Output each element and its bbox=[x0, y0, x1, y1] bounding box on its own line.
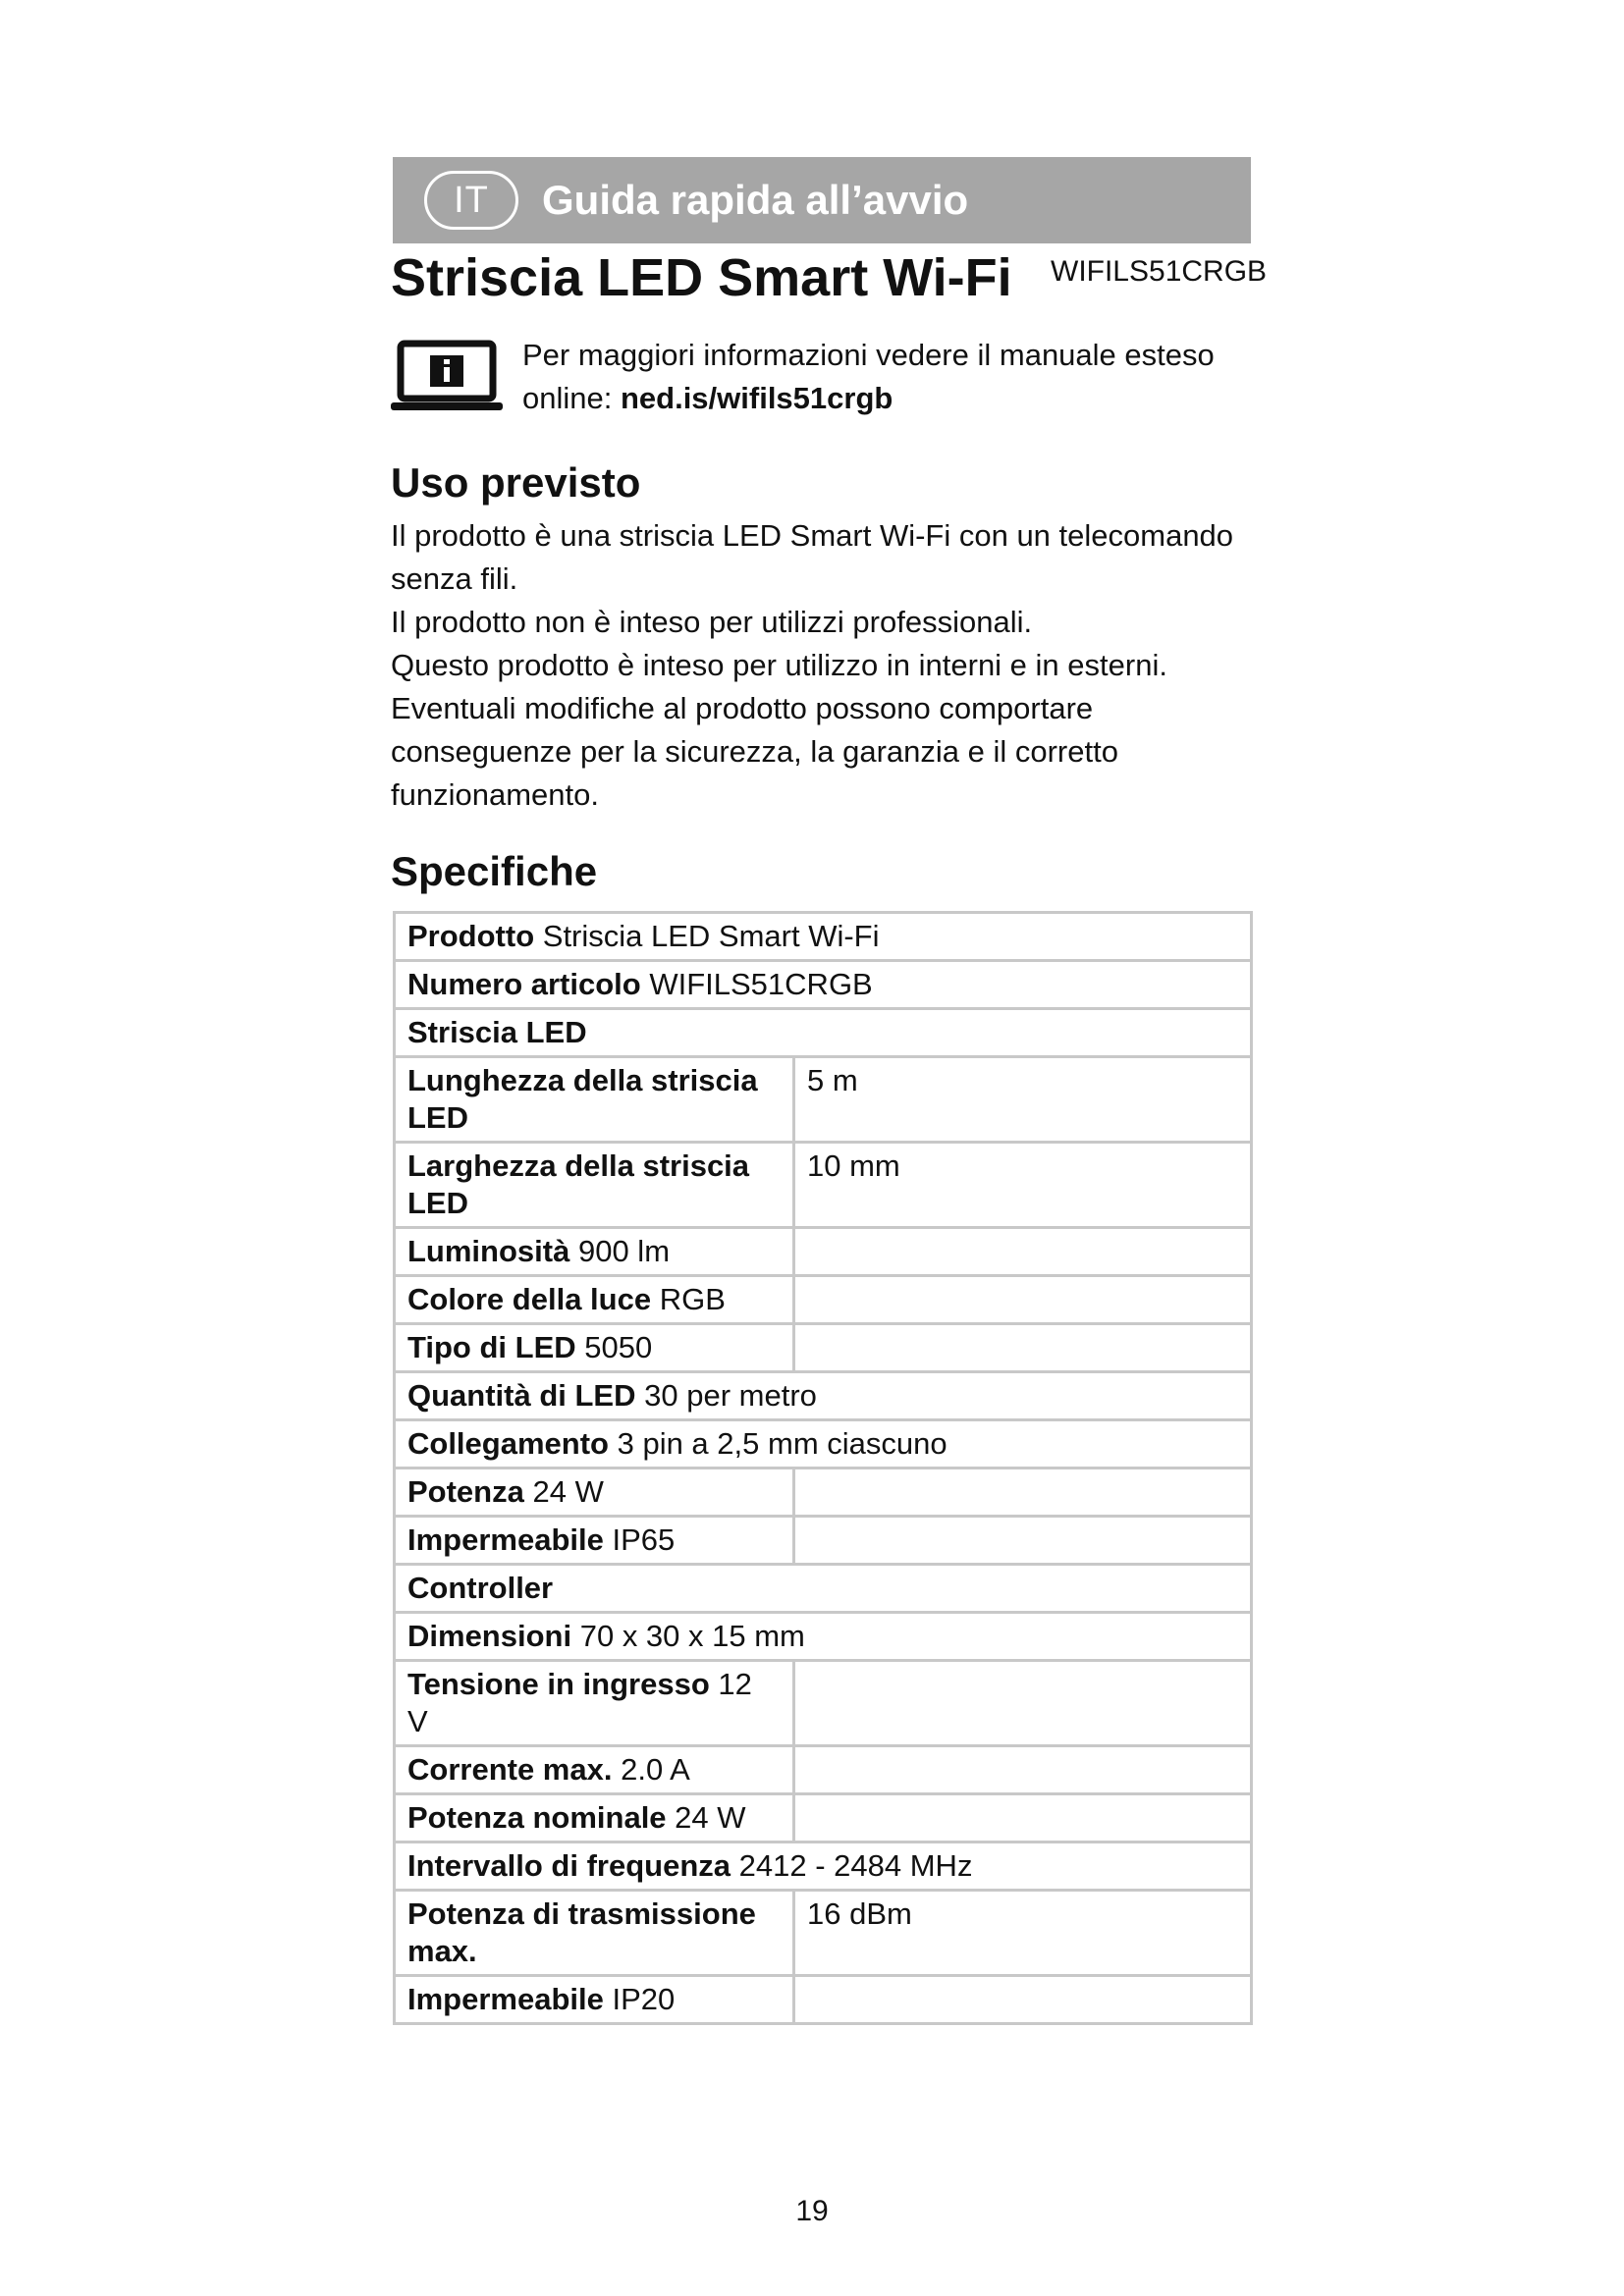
spec-label-cell bbox=[395, 1661, 794, 1746]
spec-group-header bbox=[395, 1009, 1252, 1057]
spec-label: Quantità di LED bbox=[407, 1378, 636, 1413]
table-row bbox=[395, 1143, 1252, 1228]
spec-value: 70 x 30 x 15 mm bbox=[579, 1619, 805, 1653]
spec-label: Corrente max. bbox=[407, 1752, 613, 1787]
spec-value: IP65 bbox=[612, 1522, 676, 1557]
spec-value: 5050 bbox=[584, 1330, 653, 1364]
section-title-uso-previsto: Uso previsto bbox=[391, 459, 641, 506]
spec-label: Potenza nominale bbox=[407, 1800, 667, 1835]
spec-empty-cell bbox=[794, 1661, 1252, 1746]
spec-label: Colore della luce bbox=[407, 1282, 652, 1316]
spec-value: 16 dBm bbox=[807, 1896, 912, 1931]
table-row bbox=[395, 961, 1252, 1009]
spec-cell bbox=[395, 913, 1252, 961]
more-info-prefix: online: bbox=[522, 381, 621, 415]
spec-label-cell bbox=[395, 1276, 794, 1324]
spec-value: Striscia LED Smart Wi-Fi bbox=[542, 919, 880, 953]
spec-label: Dimensioni bbox=[407, 1619, 572, 1653]
spec-label-cell bbox=[395, 1228, 794, 1276]
spec-label-cell bbox=[395, 1976, 794, 2024]
spec-label: Collegamento bbox=[407, 1426, 609, 1461]
spec-empty-cell bbox=[794, 1794, 1252, 1842]
spec-value: 5 m bbox=[807, 1063, 858, 1097]
more-info-line1: Per maggiori informazioni vedere il manuale esteso bbox=[522, 338, 1215, 372]
table-row bbox=[395, 1976, 1252, 2024]
table-row bbox=[395, 1794, 1252, 1842]
table-row bbox=[395, 1842, 1252, 1891]
spec-cell bbox=[395, 961, 1252, 1009]
spec-label: Tensione in ingresso bbox=[407, 1667, 710, 1701]
table-row bbox=[395, 1891, 1252, 1976]
table-row bbox=[395, 1661, 1252, 1746]
spec-empty-cell bbox=[794, 1276, 1252, 1324]
spec-label: Impermeabile bbox=[407, 1982, 604, 2016]
spec-empty-cell bbox=[794, 1468, 1252, 1517]
table-row bbox=[395, 1372, 1252, 1420]
spec-group-label: Controller bbox=[407, 1571, 554, 1605]
laptop-info-icon bbox=[391, 340, 503, 414]
intended-use-paragraph: Questo prodotto è inteso per utilizzo in interni e in esterni. bbox=[391, 648, 1167, 682]
section-title-specifiche: Specifiche bbox=[391, 848, 598, 894]
spec-label: Luminosità bbox=[407, 1234, 570, 1268]
spec-label-cell bbox=[395, 1517, 794, 1565]
table-row bbox=[395, 1746, 1252, 1794]
spec-empty-cell bbox=[794, 1746, 1252, 1794]
spec-label-cell bbox=[395, 1468, 794, 1517]
spec-label: Larghezza della striscia LED bbox=[407, 1148, 750, 1220]
product-title: Striscia LED Smart Wi-Fi bbox=[391, 248, 1012, 307]
manual-link[interactable]: ned.is/wifils51crgb bbox=[620, 381, 893, 415]
table-row bbox=[395, 1613, 1252, 1661]
table-row bbox=[395, 1324, 1252, 1372]
spec-value: 2.0 A bbox=[621, 1752, 690, 1787]
intended-use-paragraph: Eventuali modifiche al prodotto possono comportare conseguenze per la sicurezza, la garanzia e il corretto funzionamento. bbox=[391, 691, 1118, 812]
table-row bbox=[395, 1565, 1252, 1613]
spec-value: 24 W bbox=[532, 1474, 604, 1509]
spec-label: Potenza di trasmissione max. bbox=[407, 1896, 756, 1968]
spec-cell bbox=[395, 1420, 1252, 1468]
spec-value: 2412 - 2484 MHz bbox=[738, 1848, 973, 1883]
spec-label-cell bbox=[395, 1746, 794, 1794]
spec-label: Impermeabile bbox=[407, 1522, 604, 1557]
spec-value: RGB bbox=[659, 1282, 726, 1316]
spec-label: Intervallo di frequenza bbox=[407, 1848, 731, 1883]
spec-label-cell bbox=[395, 1057, 794, 1143]
language-banner bbox=[393, 157, 1251, 243]
table-row bbox=[395, 1517, 1252, 1565]
spec-value: 10 mm bbox=[807, 1148, 900, 1183]
spec-group-label: Striscia LED bbox=[407, 1015, 587, 1049]
table-row bbox=[395, 1009, 1252, 1057]
specifications-table bbox=[393, 911, 1253, 2025]
spec-label-cell bbox=[395, 1794, 794, 1842]
spec-label: Lunghezza della striscia LED bbox=[407, 1063, 758, 1135]
table-row bbox=[395, 913, 1252, 961]
spec-label-cell bbox=[395, 1324, 794, 1372]
spec-cell bbox=[395, 1842, 1252, 1891]
intended-use-paragraph: Il prodotto è una striscia LED Smart Wi-Fi con un telecomando senza fili. bbox=[391, 518, 1234, 596]
spec-label: Tipo di LED bbox=[407, 1330, 576, 1364]
spec-value: 30 per metro bbox=[644, 1378, 817, 1413]
spec-label: Numero articolo bbox=[407, 967, 641, 1001]
spec-label-cell bbox=[395, 1891, 794, 1976]
spec-value-cell bbox=[794, 1891, 1252, 1976]
spec-value-cell bbox=[794, 1057, 1252, 1143]
model-code: WIFILS51CRGB bbox=[1051, 255, 1268, 288]
intended-use-body bbox=[391, 514, 1255, 817]
spec-value: 24 W bbox=[675, 1800, 746, 1835]
spec-empty-cell bbox=[794, 1976, 1252, 2024]
table-row bbox=[395, 1420, 1252, 1468]
table-row bbox=[395, 1057, 1252, 1143]
spec-empty-cell bbox=[794, 1324, 1252, 1372]
guide-title: Guida rapida all’avvio bbox=[542, 177, 969, 223]
spec-value: WIFILS51CRGB bbox=[649, 967, 873, 1001]
language-badge: IT bbox=[424, 171, 518, 230]
table-row bbox=[395, 1468, 1252, 1517]
spec-cell bbox=[395, 1372, 1252, 1420]
more-info-text bbox=[522, 334, 1215, 420]
spec-value: IP20 bbox=[612, 1982, 676, 2016]
spec-label: Potenza bbox=[407, 1474, 524, 1509]
table-row bbox=[395, 1228, 1252, 1276]
spec-value: 12 V bbox=[407, 1667, 752, 1738]
spec-label-cell bbox=[395, 1143, 794, 1228]
spec-value: 900 lm bbox=[577, 1234, 671, 1268]
spec-label: Prodotto bbox=[407, 919, 535, 953]
spec-empty-cell bbox=[794, 1517, 1252, 1565]
spec-value-cell bbox=[794, 1143, 1252, 1228]
spec-group-header bbox=[395, 1565, 1252, 1613]
spec-value: 3 pin a 2,5 mm ciascuno bbox=[617, 1426, 947, 1461]
spec-empty-cell bbox=[794, 1228, 1252, 1276]
page-number: 19 bbox=[795, 2195, 829, 2227]
table-row bbox=[395, 1276, 1252, 1324]
intended-use-paragraph: Il prodotto non è inteso per utilizzi professionali. bbox=[391, 605, 1033, 639]
spec-cell bbox=[395, 1613, 1252, 1661]
